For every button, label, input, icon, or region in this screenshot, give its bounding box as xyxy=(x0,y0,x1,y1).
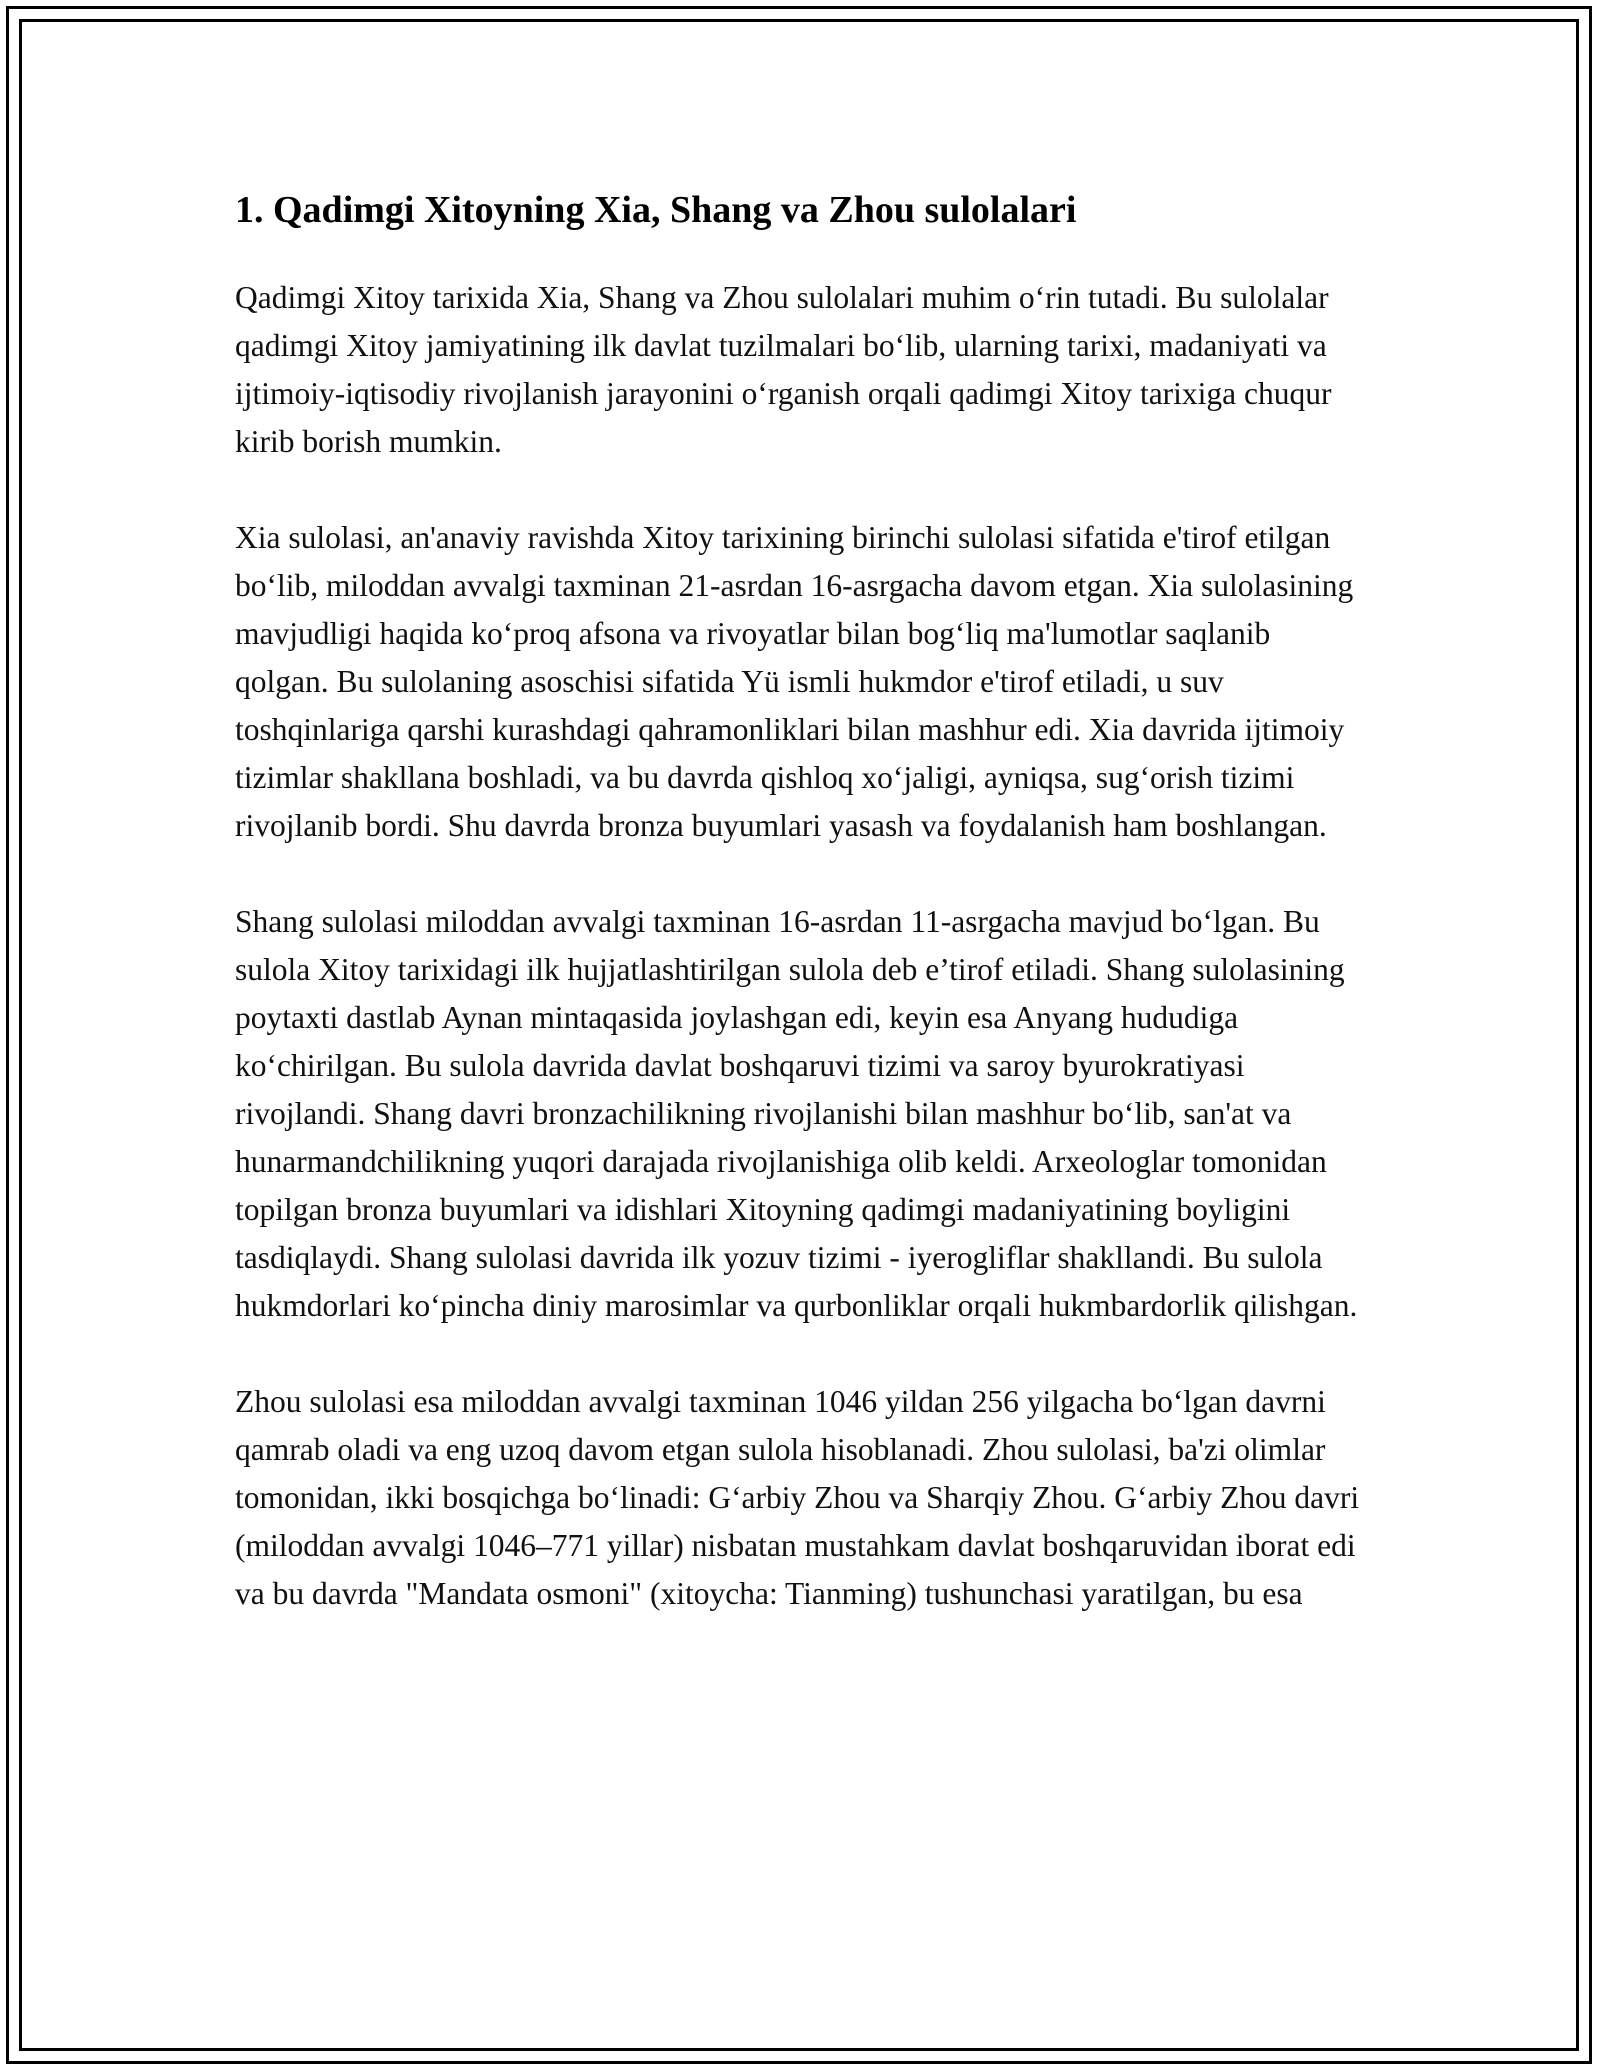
paragraph-intro: Qadimgi Xitoy tarixida Xia, Shang va Zhou sulolalari muhim o‘rin tutadi. Bu sulolalar qadimgi Xitoy jamiyatining ilk davlat tuzilmalari bo‘lib, ularning tarixi, madaniyati va ijtimoiy-iqtisodiy rivojlanish jarayonini o‘rganish orqali qadimgi Xitoy tarixiga chuqur kirib borish mumkin. xyxy=(235,279,1332,459)
paragraph-zhou: Zhou sulolasi esa miloddan avvalgi taxminan 1046 yildan 256 yilgacha bo‘lgan davrni qamrab oladi va eng uzoq davom etgan sulola hisoblanadi. Zhou sulolasi, ba'zi olimlar tomonidan, ikki bosqichga bo‘linadi: G‘arbiy Zhou va Sharqiy Zhou. G‘arbiy Zhou davri (miloddan avvalgi 1046–771 yillar) nisbatan mustahkam davlat boshqaruvidan iborat edi va bu davrda "Mandata osmoni" (xitoycha: Tianming) tushunchasi yaratilgan, bu esa xyxy=(235,1383,1360,1611)
section-heading: 1. Qadimgi Xitoyning Xia, Shang va Zhou sulolalari xyxy=(235,189,1077,231)
paragraph-xia: Xia sulolasi, an'anaviy ravishda Xitoy tarixining birinchi sulolasi sifatida e'tirof etilgan bo‘lib, miloddan avvalgi taxminan 21-asrdan 16-asrgacha davom etgan. Xia sulolasining mavjudligi haqida ko‘proq afsona va rivoyatlar bilan bog‘liq ma'lumotlar saqlanib qolgan. Bu sulolaning asoschisi sifatida Yü ismli hukmdor e'tirof etiladi, u suv toshqinlariga qarshi kurashdagi qahramonliklari bilan mashhur edi. Xia davrida ijtimoiy tizimlar shakllana boshladi, va bu davrda qishloq xo‘jaligi, ayniqsa, sug‘orish tizimi rivojlanib bordi. Shu davrda bronza buyumlari yasash va foydalanish ham boshlangan. xyxy=(235,519,1354,843)
document-body xyxy=(235,188,1370,1666)
paragraph-shang: Shang sulolasi miloddan avvalgi taxminan 16-asrdan 11-asrgacha mavjud bo‘lgan. Bu sulola Xitoy tarixidagi ilk hujjatlashtirilgan sulola deb e’tirof etiladi. Shang sulolasining poytaxti dastlab Aynan mintaqasida joylashgan edi, keyin esa Anyang hududiga ko‘chirilgan. Bu sulola davrida davlat boshqaruvi tizimi va saroy byurokratiyasi rivojlandi. Shang davri bronzachilikning rivojlanishi bilan mashhur bo‘lib, san'at va hunarmandchilikning yuqori darajada rivojlanishiga olib keldi. Arxeologlar tomonidan topilgan bronza buyumlari va idishlari Xitoyning qadimgi madaniyatining boyligini tasdiqlaydi. Shang sulolasi davrida ilk yozuv tizimi - iyerogliflar shakllandi. Bu sulola hukmdorlari ko‘pincha diniy marosimlar va qurbonliklar orqali hukmbardorlik qilishgan. xyxy=(235,903,1358,1323)
